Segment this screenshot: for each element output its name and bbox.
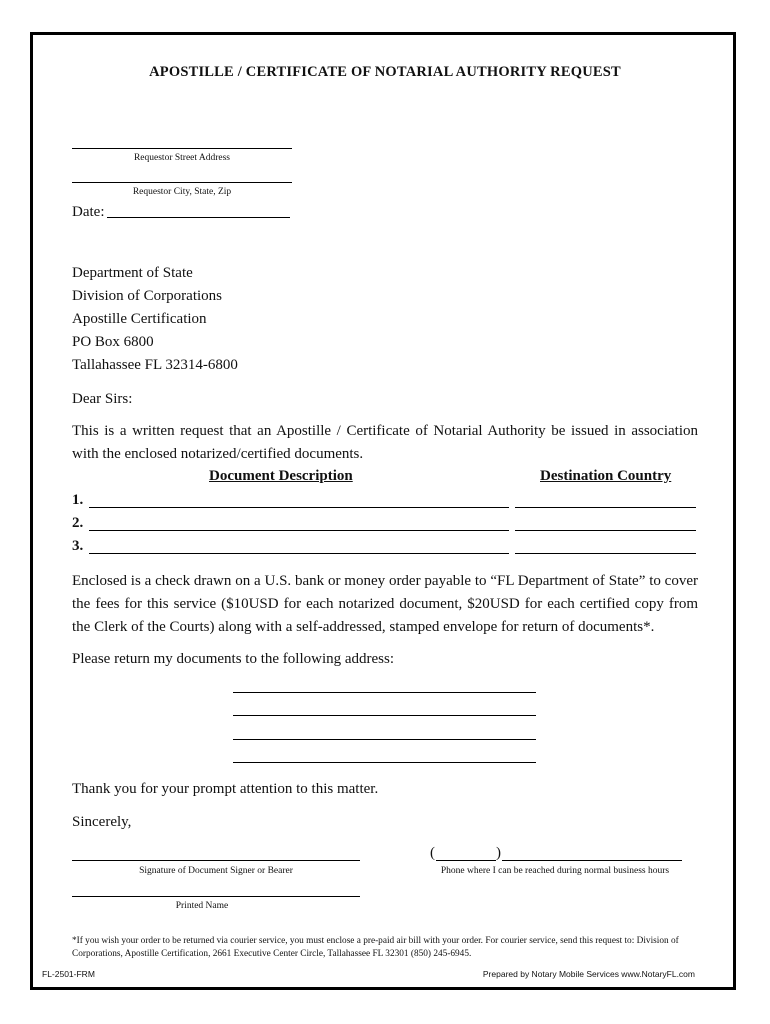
date-label: Date:	[72, 204, 105, 220]
row-number-1: 1.	[72, 492, 84, 508]
form-title: APOSTILLE / CERTIFICATE OF NOTARIAL AUTHORITY REQUEST	[149, 64, 621, 80]
signature-label: Signature of Document Signer or Bearer	[139, 866, 293, 876]
request-paragraph: This is a written request that an Apostille / Certificate of Notarial Authority be issued in association with the enclosed notarized/certified documents.	[72, 423, 698, 462]
thanks-line: Thank you for your prompt attention to this matter.	[72, 781, 379, 797]
signature-field[interactable]	[72, 860, 360, 861]
document-description-field-2[interactable]	[89, 530, 509, 531]
footnote: *If you wish your order to be returned via courier service, you must enclose a pre-paid air bill with your order. For courier service, send this request to: Division of Corporations, Apostille Certification, 2661 Executive Center Circle, Tallahassee FL 32301 (850) 245-6945.	[72, 936, 679, 959]
destination-country-field-1[interactable]	[515, 507, 696, 508]
document-description-field-1[interactable]	[89, 507, 509, 508]
printed-name-field[interactable]	[72, 896, 360, 897]
prepared-by: Prepared by Notary Mobile Services www.NotaryFL.com	[482, 969, 695, 979]
phone-label: Phone where I can be reached during normal business hours	[440, 866, 670, 876]
phone-number-field[interactable]	[502, 860, 682, 861]
form-id: FL-2501-FRM	[42, 969, 95, 979]
phone-area-code-field[interactable]	[436, 860, 496, 861]
return-address-line-3[interactable]	[233, 739, 536, 740]
requestor-street-field[interactable]	[72, 148, 292, 149]
destination-country-header: Destination Country	[540, 468, 672, 484]
document-description-field-3[interactable]	[89, 553, 509, 554]
recipient-line-5: Tallahassee FL 32314-6800	[72, 357, 238, 373]
phone-open-paren: (	[430, 845, 435, 861]
recipient-line-2: Division of Corporations	[72, 288, 222, 304]
recipient-line-3: Apostille Certification	[72, 311, 207, 327]
salutation: Dear Sirs:	[72, 391, 133, 407]
return-address-line-1[interactable]	[233, 692, 536, 693]
recipient-line-1: Department of State	[72, 265, 193, 281]
page-border	[30, 32, 736, 990]
closing: Sincerely,	[72, 814, 132, 830]
requestor-city-label: Requestor City, State, Zip	[132, 187, 232, 197]
destination-country-field-3[interactable]	[515, 553, 696, 554]
phone-close-paren: )	[496, 845, 501, 861]
row-number-2: 2.	[72, 515, 84, 531]
destination-country-field-2[interactable]	[515, 530, 696, 531]
requestor-street-label: Requestor Street Address	[133, 153, 231, 163]
return-address-line-2[interactable]	[233, 715, 536, 716]
payment-paragraph: Enclosed is a check drawn on a U.S. bank or money order payable to “FL Department of State” to cover the fees for this service ($10USD for each notarized document, $20USD for each certified copy from the Clerk of the Courts) along with a self-addressed, stamped envelope for return of documents*.	[72, 573, 698, 635]
recipient-line-4: PO Box 6800	[72, 334, 154, 350]
return-address-line-4[interactable]	[233, 762, 536, 763]
row-number-3: 3.	[72, 538, 84, 554]
requestor-city-field[interactable]	[72, 182, 292, 183]
date-field[interactable]	[107, 217, 290, 218]
return-address-label: Please return my documents to the following address:	[72, 651, 395, 667]
printed-name-label: Printed Name	[175, 901, 229, 911]
document-description-header: Document Description	[209, 468, 353, 484]
